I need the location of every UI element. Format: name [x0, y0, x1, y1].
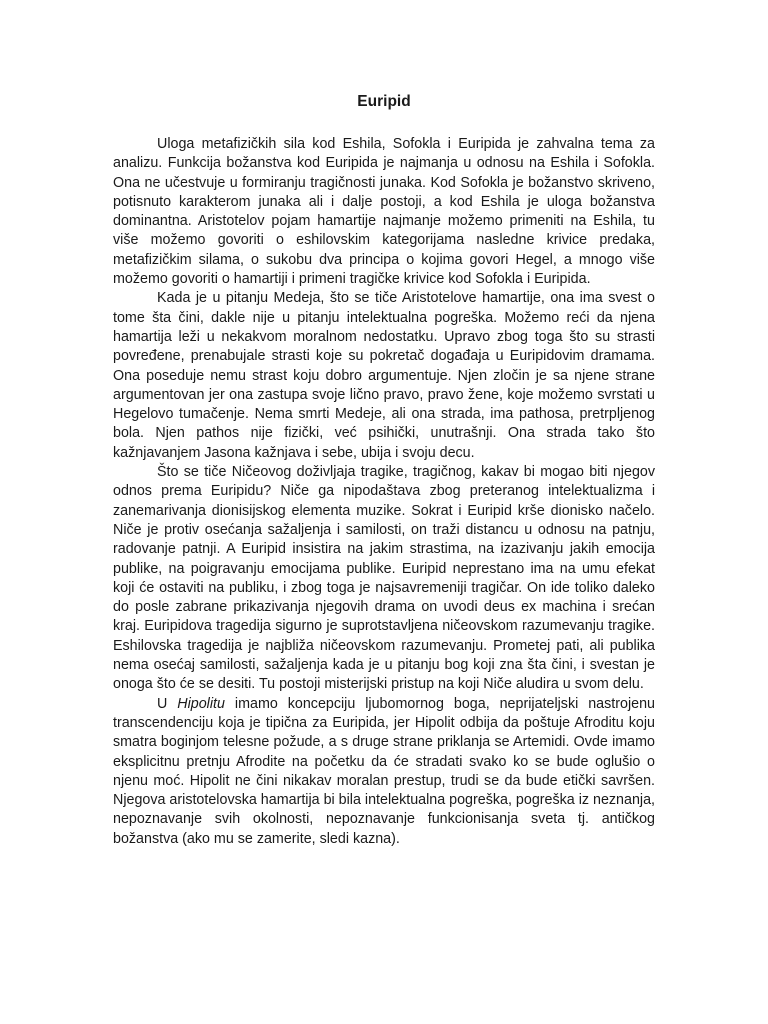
paragraph-4-lead: U [157, 695, 178, 712]
document-title: Euripid [357, 93, 411, 110]
paragraph-4 [113, 695, 655, 849]
paragraph-1: Uloga metafizičkih sila kod Eshila, Sofokla i Euripida je zahvalna tema za analizu. Funkcija božanstva kod Euripida je najmanja u odnosu na Eshila i Sofokla. Ona ne učestvuje u formiranju tragičnosti junaka. Kod Sofokla je božanstvo skriveno, potisnuto karakterom junaka ali i dalje postoji, a kod Eshila je uloga božanstva dominantna. Aristotelov pojam hamartije najmanje možemo primeniti na Eshila, tu više možemo govoriti o eshilovskim kategorijama nasledne krivice predaka, metafizičkim silama, o sukobu dva principa o kojima govori Hegel, a mnogo više možemo govoriti o hamartiji i primeni tragičke krivice kod Sofokla i Euripida. [113, 136, 655, 288]
paragraph-3: Što se tiče Ničeovog doživljaja tragike, tragičnog, kakav bi mogao biti njegov odnos prema Euripidu? Niče ga nipodaštava zbog preteranog intelektualizma i zanemarivanja dionisijskog elementa muzike. Sokrat i Euripid krše dionisko načelo. Niče je protiv osećanja sažaljenja i samilosti, on traži distancu u odnosu na patnju, radovanje patnji. A Euripid insistira na jakim strastima, na izazivanju jakih emocija publike, na poigravanju emocijama publike. Euripid neprestano ima na umu efekat koji će ostaviti na publiku, i zbog toga je najsavremeniji tragičar. On ide toliko daleko do posle zabrane prikazivanja njegovih drama on uvodi deus ex machina i srećan kraj. Euripidova tragedija sigurno je suprotstavljena ničeovskom razumevanju tragike. Eshilovska tragedija je najbliža ničeovskom razumevanju. Prometej pati, ali publika nema osećaj samilosti, sažaljenja kada je u pitanju bog koji zna šta čini, i svestan je onoga što će se desiti. Tu postoji misterijski pristup na koji Niče aludira u svom delu. [113, 464, 655, 693]
paragraph-2: Kada je u pitanju Medeja, što se tiče Aristotelove hamartije, ona ima svest o tome šta čini, dakle nije u pitanju intelektualna pogreška. Možemo reći da njena hamartija leži u nekakvom moralnom nedostatku. Upravo zbog toga što su strasti povređene, prenabujale strasti koje su pokretač događaja u Euripidovim dramama. Ona poseduje nemu strast koju dobro argumentuje. Njen zločin je sa njene strane argumentovan jer ona zastupa svoje lično pravo, pravo žene, koje možemo svrstati u Hegelovo tumačenje. Nema smrti Medeje, ali ona strada, ima pathosa, pretrpljenog bola. Njen pathos nije fizički, već psihički, unutrašnji. Ona strada tako što kažnjavanjem Jasona kažnjava i sebe, ubija i svoju decu. [113, 290, 655, 461]
document-body [113, 135, 655, 849]
play-title-hipolitu: Hipolitu [177, 695, 225, 712]
paragraph-4-text: imamo koncepciju ljubomornog boga, neprijateljski nastrojenu transcendenciju koja je tipična za Euripida, jer Hipolit odbija da poštuje Afroditu koju smatra boginjom telesne požude, a s druge strane priklanja se Artemidi. Ovde imamo eksplicitnu pretnju Afrodite na početku da će stradati svako ko se bude oglušio o njenu moć. Hipolit ne čini nikakav moralan prestup, trudi se da bude etički savršen. Njegova aristotelovska hamartija bi bila intelektualna pogreška, pogreška iz neznanja, nepoznavanje svih okolnosti, nepoznavanje funkcionisanja sveta tj. antičkog božanstva (ako mu se zamerite, sledi kazna). [113, 695, 656, 847]
